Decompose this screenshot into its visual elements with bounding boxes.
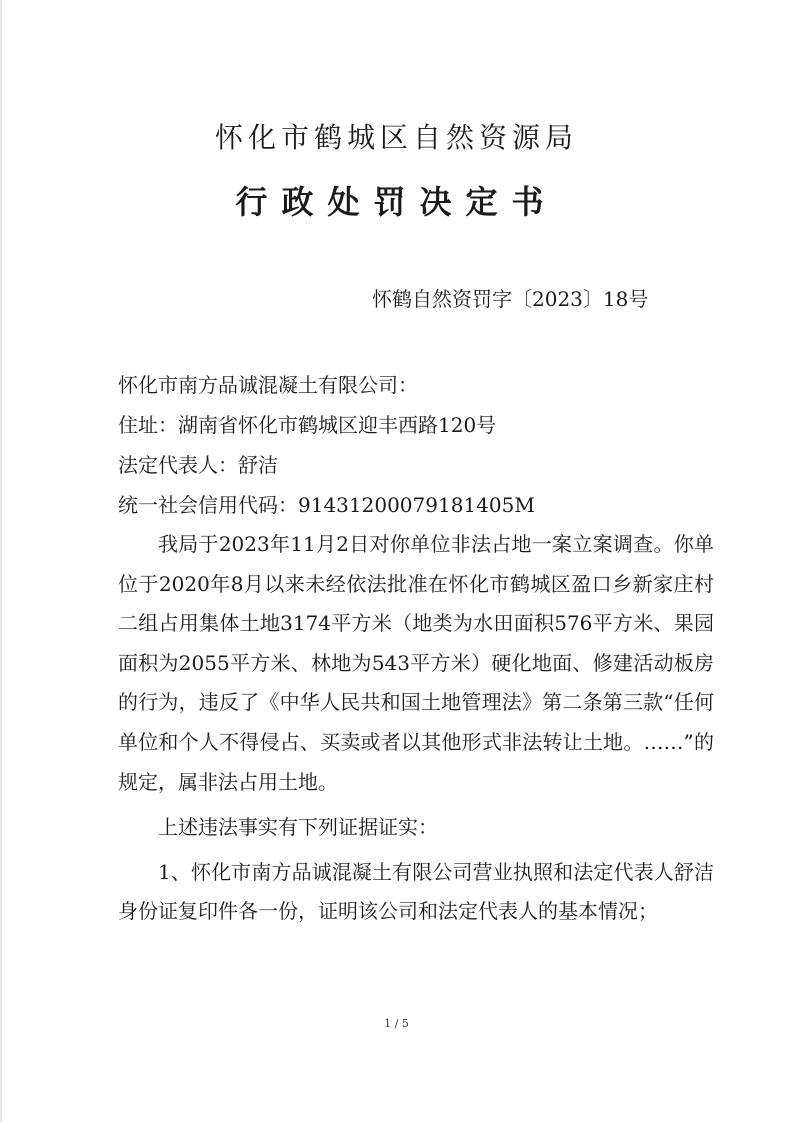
body-paragraph-facts: 我局于2023年11月2日对你单位非法占地一案立案调查。你单位于2020年8月以来未经依法批准在怀化市鹤城区盈口乡新家庄村二组占用集体土地3174平方米（地类为水田面积576平方米、果园面积为2055平方米、林地为543平方米）硬化地面、修建活动板房的行为，违反了《中华人民共和国土地管理法》第二条第三款“任何单位和个人不得侵占、买卖或者以其他形式非法转让土地。……”的规定，属非法占用土地。 [118,532,714,794]
document-number: 怀鹤自然资罚字〔2023〕18号 [372,287,649,311]
scan-edge-shadow [0,0,2,1122]
issuing-organization: 怀化市鹤城区自然资源局 [214,121,578,154]
addressee-block [118,365,718,525]
addressee-address: 住址：湖南省怀化市鹤城区迎丰西路120号 [118,413,497,437]
addressee-name: 怀化市南方品诚混凝土有限公司： [118,373,418,397]
addressee-credit-code: 统一社会信用代码：91431200079181405M [118,493,535,517]
addressee-legal-representative: 法定代表人：舒洁 [118,453,278,477]
page-number: 1 / 5 [384,1017,409,1030]
body-paragraph-evidence-1: 1、怀化市南方品诚混凝土有限公司营业执照和法定代表人舒洁身份证复印件各一份，证明该公司和法定代表人的基本情况； [118,860,714,923]
document-title: 行政处罚决定书 [235,183,558,221]
body-paragraph-evidence-intro: 上述违法事实有下列证据证实： [158,815,438,839]
